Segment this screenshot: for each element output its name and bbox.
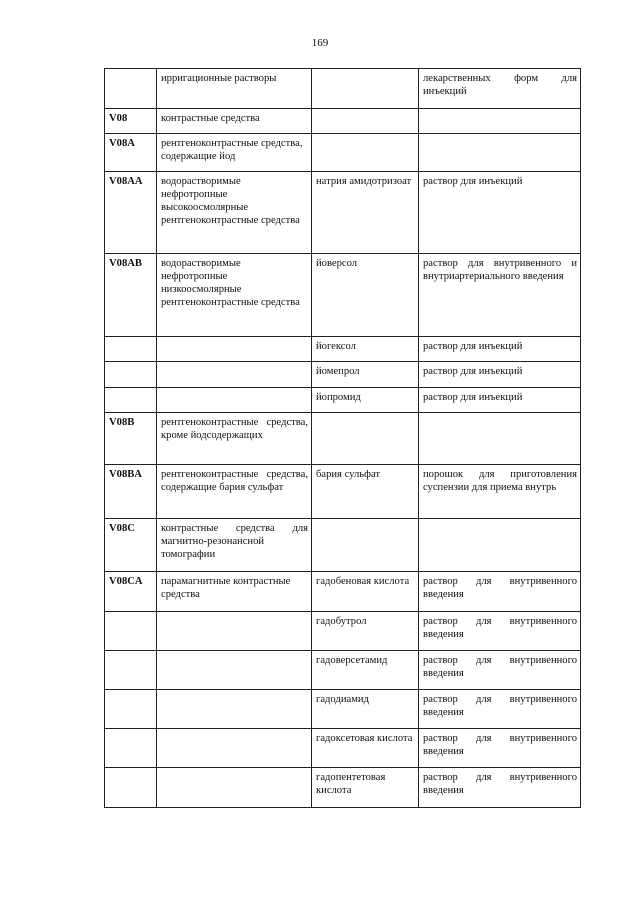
form-cell	[419, 134, 581, 172]
group-cell	[157, 690, 312, 729]
table-row	[105, 388, 581, 413]
table-row	[105, 134, 581, 172]
substance-cell: гадобутрол	[312, 612, 419, 651]
atc-code-cell: V08A	[105, 134, 157, 172]
form-cell: раствор для инъекций	[419, 337, 581, 362]
substance-cell: йомепрол	[312, 362, 419, 388]
substance-cell: гадоксетовая кислота	[312, 729, 419, 768]
form-cell: раствор для внутривенного введения	[419, 572, 581, 612]
drug-table	[104, 68, 581, 808]
atc-code-cell	[105, 388, 157, 413]
atc-code-cell	[105, 362, 157, 388]
table-row	[105, 337, 581, 362]
substance-cell: йоверсол	[312, 254, 419, 337]
table-row	[105, 768, 581, 808]
atc-code-cell: V08BA	[105, 465, 157, 519]
form-cell: раствор для инъекций	[419, 388, 581, 413]
substance-cell	[312, 134, 419, 172]
form-cell	[419, 519, 581, 572]
atc-code-cell	[105, 69, 157, 109]
table-row	[105, 254, 581, 337]
group-cell: рентгеноконтрастные средства, содержащие бария сульфат	[157, 465, 312, 519]
group-cell	[157, 651, 312, 690]
form-cell	[419, 109, 581, 134]
atc-code-cell: V08	[105, 109, 157, 134]
form-cell: раствор для внутривенного введения	[419, 729, 581, 768]
group-cell	[157, 768, 312, 808]
atc-code-cell	[105, 690, 157, 729]
substance-cell: йогексол	[312, 337, 419, 362]
substance-cell: гадодиамид	[312, 690, 419, 729]
substance-cell	[312, 69, 419, 109]
group-cell: парамагнитные контрастные средства	[157, 572, 312, 612]
group-cell: ирригационные растворы	[157, 69, 312, 109]
substance-cell: гадоверсетамид	[312, 651, 419, 690]
table-row	[105, 172, 581, 254]
table-row	[105, 690, 581, 729]
form-cell: раствор для инъекций	[419, 172, 581, 254]
atc-code-cell	[105, 768, 157, 808]
table-row	[105, 362, 581, 388]
atc-code-cell: V08C	[105, 519, 157, 572]
group-cell: рентгеноконтрастные средства, кроме йодсодержащих	[157, 413, 312, 465]
table-row	[105, 651, 581, 690]
form-cell: раствор для внутривенного введения	[419, 612, 581, 651]
form-cell: раствор для внутривенного введения	[419, 768, 581, 808]
group-cell: контрастные средства	[157, 109, 312, 134]
table-row	[105, 413, 581, 465]
table-row	[105, 69, 581, 109]
group-cell: рентгеноконтрастные средства, содержащие йод	[157, 134, 312, 172]
group-cell	[157, 388, 312, 413]
group-cell: контрастные средства для магнитно-резонансной томографии	[157, 519, 312, 572]
form-cell: раствор для внутривенного введения	[419, 651, 581, 690]
form-cell: раствор для внутривенного введения	[419, 690, 581, 729]
page-number: 169	[311, 37, 329, 49]
group-cell: водорастворимые нефротропные высокоосмолярные рентгеноконтрастные средства	[157, 172, 312, 254]
form-cell: раствор для внутривенного и внутриартериального введения	[419, 254, 581, 337]
substance-cell	[312, 413, 419, 465]
atc-code-cell: V08AA	[105, 172, 157, 254]
drug-table-body	[105, 69, 581, 808]
atc-code-cell: V08CA	[105, 572, 157, 612]
group-cell	[157, 362, 312, 388]
substance-cell: натрия амидотризоат	[312, 172, 419, 254]
group-cell	[157, 729, 312, 768]
table-row	[105, 729, 581, 768]
substance-cell: йопромид	[312, 388, 419, 413]
table-row	[105, 612, 581, 651]
form-cell	[419, 413, 581, 465]
atc-code-cell	[105, 337, 157, 362]
substance-cell: гадопентетовая кислота	[312, 768, 419, 808]
substance-cell	[312, 519, 419, 572]
substance-cell	[312, 109, 419, 134]
form-cell: порошок для приготовления суспензии для приема внутрь	[419, 465, 581, 519]
substance-cell: бария сульфат	[312, 465, 419, 519]
substance-cell: гадобеновая кислота	[312, 572, 419, 612]
atc-code-cell	[105, 729, 157, 768]
table-row	[105, 519, 581, 572]
atc-code-cell: V08AB	[105, 254, 157, 337]
form-cell: раствор для инъекций	[419, 362, 581, 388]
atc-code-cell	[105, 612, 157, 651]
atc-code-cell	[105, 651, 157, 690]
group-cell: водорастворимые нефротропные низкоосмолярные рентгеноконтрастные средства	[157, 254, 312, 337]
group-cell	[157, 337, 312, 362]
table-row	[105, 465, 581, 519]
atc-code-cell: V08B	[105, 413, 157, 465]
table-row	[105, 572, 581, 612]
table-row	[105, 109, 581, 134]
group-cell	[157, 612, 312, 651]
form-cell: лекарственных форм для инъекций	[419, 69, 581, 109]
